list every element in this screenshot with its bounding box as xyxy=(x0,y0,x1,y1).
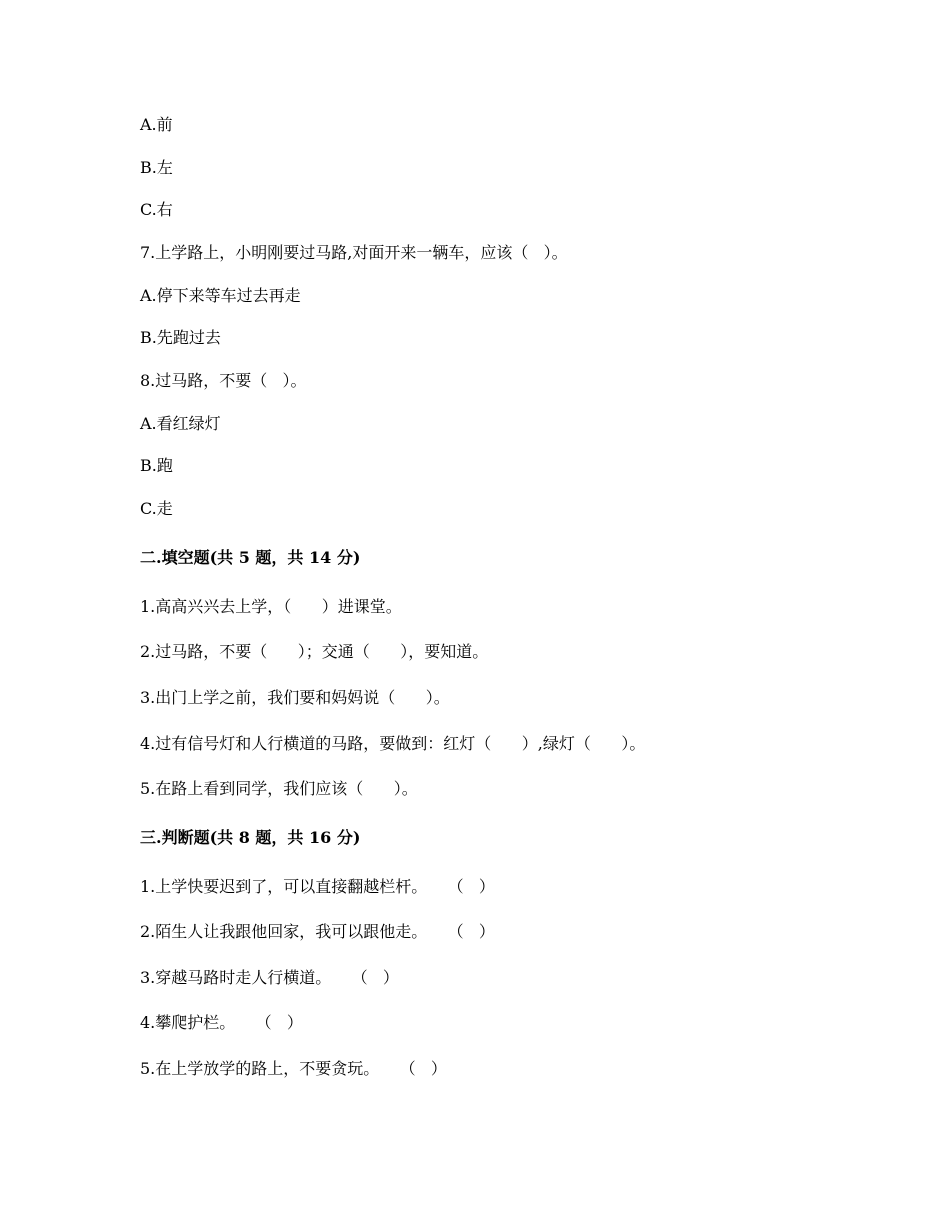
section3-heading: 三.判断题(共 8 题，共 16 分) xyxy=(140,828,361,847)
fill-item-3: 3.出门上学之前，我们要和妈妈说（ ）。 xyxy=(140,688,450,707)
q6-option-b: B.左 xyxy=(140,158,173,177)
q8-text: 8.过马路，不要（ ）。 xyxy=(140,371,307,390)
fill-item-5: 5.在路上看到同学，我们应该（ ）。 xyxy=(140,779,418,798)
q6-option-c: C.右 xyxy=(140,200,173,219)
q8-option-b: B.跑 xyxy=(140,456,173,475)
judge-item-4: 4.攀爬护栏。 （ ） xyxy=(140,1013,303,1032)
q8-option-a: A.看红绿灯 xyxy=(140,414,221,433)
fill-item-4: 4.过有信号灯和人行横道的马路，要做到：红灯（ ）,绿灯（ ）。 xyxy=(140,734,646,753)
q7-text: 7.上学路上，小明刚要过马路,对面开来一辆车，应该（ ）。 xyxy=(140,243,568,262)
judge-item-2: 2.陌生人让我跟他回家，我可以跟他走。 （ ） xyxy=(140,922,495,941)
judge-item-3: 3.穿越马路时走人行横道。 （ ） xyxy=(140,968,399,987)
q6-option-a: A.前 xyxy=(140,115,173,134)
fill-item-2: 2.过马路，不要（ ）；交通（ ），要知道。 xyxy=(140,642,489,661)
fill-item-1: 1.高高兴兴去上学，（ ）进课堂。 xyxy=(140,597,402,616)
judge-item-1: 1.上学快要迟到了，可以直接翻越栏杆。 （ ） xyxy=(140,877,495,896)
judge-item-5: 5.在上学放学的路上，不要贪玩。 （ ） xyxy=(140,1059,447,1078)
section2-heading: 二.填空题(共 5 题，共 14 分) xyxy=(140,548,361,567)
q8-option-c: C.走 xyxy=(140,499,173,518)
q7-option-a: A.停下来等车过去再走 xyxy=(140,286,301,305)
q7-option-b: B.先跑过去 xyxy=(140,328,221,347)
